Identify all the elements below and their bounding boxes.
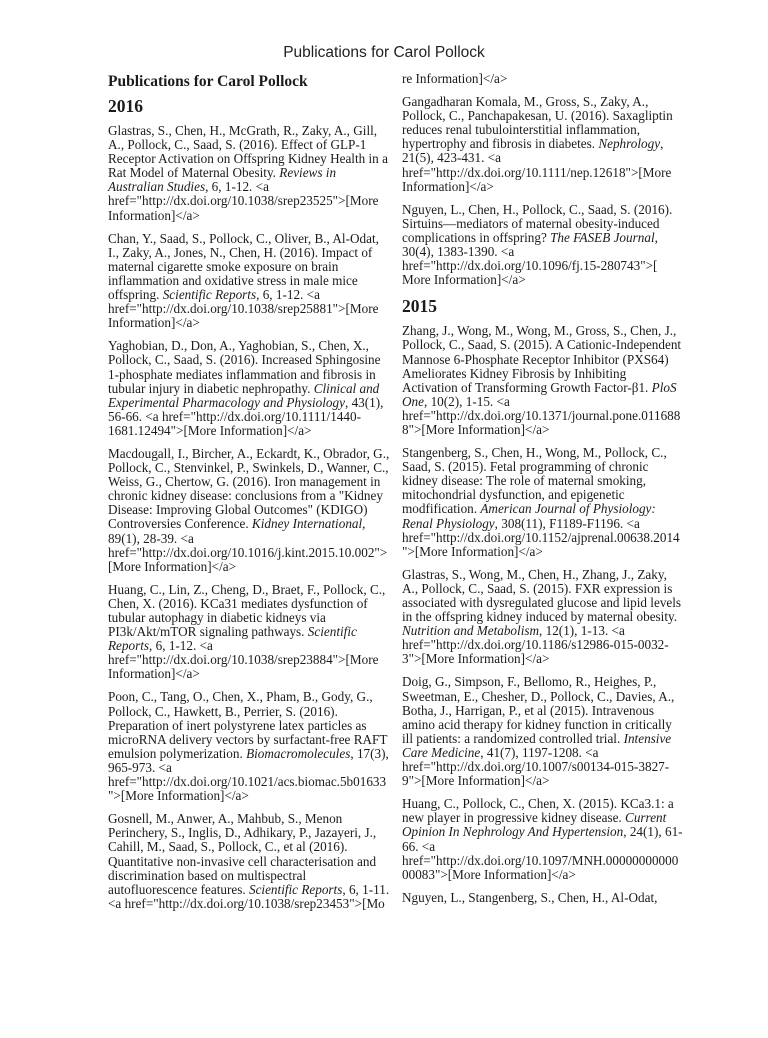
citation [402, 446, 684, 559]
citation [402, 203, 684, 288]
column-left [108, 72, 390, 920]
citation-text: , 6, 1-12. <a href="http://dx.doi.org/10.1038/srep23525">[More Information]</a> [108, 179, 379, 223]
journal-name: American Journal of Physiology: Renal Physiology [402, 501, 656, 531]
year-heading: 2016 [108, 96, 143, 116]
citation-text: Gosnell, M., Anwer, A., Mahbub, S., Menon Perinchery, S., Inglis, D., Adhikary, P., Jazayeri, J., Cahill, M., Saad, S., Pollock, C., et al (2016). Quantitative non-invasive cell characterisation and discrimination based on multispectral autofluorescence features. [108, 811, 377, 897]
citation-text: Poon, C., Tang, O., Chen, X., Pham, B., Gody, G., Pollock, C., Hawkett, B., Perrier, S. (2016). Preparation of inert polystyrene latex particles as microRNA delivery vectors by surfactant-free RAFT emulsion polymerization. [108, 689, 388, 761]
document-page [0, 44, 768, 920]
citation-text: Glastras, S., Wong, M., Chen, H., Zhang, J., Zaky, A., Pollock, C., Saad, S. (2015). FXR expression is associated with dysregulated glucose and lipid levels in the offspring kidney induced by maternal obesity. [402, 566, 682, 625]
citation-text: Huang, C., Lin, Z., Cheng, D., Braet, F., Pollock, C., Chen, X. (2016). KCa31 mediates dysfunction of tubular autophagy in diabetic kidneys via PI3k/Akt/mTOR signaling pathways. [108, 581, 386, 640]
year-heading: 2015 [402, 296, 437, 317]
citation-text: , 6, 1-12. <a href="http://dx.doi.org/10.1038/srep25881">[More Information]</a> [108, 287, 379, 331]
citation-text: Stangenberg, S., Chen, H., Wong, M., Pollock, C., Saad, S. (2015). Fetal programming of chronic kidney disease: The role of maternal smoking, mitochondrial dysfunction, and epigenetic modfification. [402, 445, 667, 517]
citation-text: , 30(4), 1383-1390. <a href="http://dx.doi.org/10.1096/fj.15-280743">[ More Information]</a> [402, 229, 658, 288]
column-right [402, 72, 684, 920]
citation [402, 568, 684, 667]
citation-text: Zhang, J., Wong, M., Wong, M., Gross, S., Chen, J., Pollock, C., Saad, S. (2015). A Cationic-Independent Mannose 6-Phosphate Receptor Inhibitor (PXS64) Ameliorates Kidney Fibrosis by Inhibiting Activation of Transforming Growth Factor-β1. [402, 323, 682, 395]
citation [108, 232, 390, 331]
journal-name: Biomacromolecules [246, 745, 351, 761]
journal-name: Clinical and Experimental Pharmacology and Physiology [108, 380, 380, 410]
citation-text: , 12(1), 1-13. <a href="http://dx.doi.org/10.1186/s12986-015-0032-3">[More Information]</a> [402, 623, 669, 667]
citation [402, 324, 684, 437]
citation-text: Nguyen, L., Stangenberg, S., Chen, H., Al-Odat, [402, 889, 658, 905]
journal-name: Nephrology [598, 136, 661, 152]
citation [108, 583, 390, 682]
journal-name: The FASEB Journal [550, 229, 655, 245]
citation [108, 447, 390, 574]
page-header-title: Publications for Carol Pollock [283, 44, 485, 61]
citation-text: , 41(7), 1197-1208. <a href="http://dx.doi.org/10.1007/s00134-015-3827-9">[More Information]</a> [402, 744, 670, 789]
citation [402, 675, 684, 788]
citation-text: , 17(3), 965-973. <a href="http://dx.doi.org/10.1021/acs.biomac.5b01633">[More Information]</a> [108, 745, 389, 804]
journal-name: Intensive Care Medicine [402, 730, 672, 760]
citation-text: , 10(2), 1-15. <a href="http://dx.doi.org/10.1371/journal.pone.0116888">[More Information]</a> [402, 393, 681, 437]
citation-text: Chan, Y., Saad, S., Pollock, C., Oliver, B., Al-Odat, I., Zaky, A., Jones, N., Chen, H. (2016). Impact of maternal cigarette smoke exposure on brain inflammation and oxidative stress in male mice offspring. [108, 230, 379, 303]
citation-text: , 308(11), F1189-F1196. <a href="http://dx.doi.org/10.1152/ajprenal.00638.2014">[More Information]</a> [402, 515, 680, 559]
citation [108, 690, 390, 803]
citation-text: Macdougall, I., Bircher, A., Eckardt, K., Obrador, G., Pollock, C., Stenvinkel, P., Swinkels, D., Wanner, C., Weiss, G., Chertow, G. (2016). Iron management in chronic kidney disease: conclusions from a "Kidney Disease: Improving Global Outcomes" (KDIGO) Controversies Conference. [108, 445, 390, 532]
journal-name: Scientific Reports [162, 287, 257, 303]
citation-text: , 6, 1-11. <a href="http://dx.doi.org/10.1038/srep23453">[Mo [108, 881, 390, 911]
citation [108, 124, 390, 223]
citation-text: Gangadharan Komala, M., Gross, S., Zaky, A., Pollock, C., Panchapakesan, U. (2016). Saxagliptin reduces renal tubulointerstitial inflammation, hypertrophy and fibrosis in diabetes. [402, 94, 673, 152]
citation-text: , 24(1), 61-66. <a href="http://dx.doi.org/10.1097/MNH.0000000000000083">[More Information]</a> [402, 824, 683, 882]
journal-name: PloS One [402, 379, 677, 409]
citation-text: Glastras, S., Chen, H., McGrath, R., Zaky, A., Gill, A., Pollock, C., Saad, S. (2016). Effect of GLP-1 Receptor Activation on Offspring Kidney Health in a Rat Model of Maternal Obesity. [108, 123, 388, 181]
citation [108, 812, 390, 911]
citation [402, 95, 684, 194]
journal-name: Reviews in Australian Studies [108, 165, 337, 195]
citation-text: , 21(5), 423-431. <a href="http://dx.doi.org/10.1111/nep.12618">[More Information]</a> [402, 136, 672, 194]
citation [108, 339, 390, 438]
citation-text: , 43(1), 56-66. <a href="http://dx.doi.org/10.1111/1440-1681.12494">[More Information]</a> [108, 394, 384, 438]
citation [402, 797, 684, 882]
citation-text: , 6, 1-12. <a href="http://dx.doi.org/10.1038/srep23884">[More Information]</a> [108, 638, 379, 682]
citation-text: Nguyen, L., Chen, H., Pollock, C., Saad, S. (2016). Sirtuins—mediators of maternal obesity-induced complications in offspring? [402, 201, 673, 245]
citation-text: Yaghobian, D., Don, A., Yaghobian, S., Chen, X., Pollock, C., Saad, S. (2016). Increased Sphingosine 1-phosphate mediates inflammation and fibrosis in tubular injury in diabetic nephropathy. [108, 338, 381, 396]
citation [402, 891, 684, 905]
citation-text: re Information]</a> [402, 71, 508, 86]
citation-text: Doig, G., Simpson, F., Bellomo, R., Heighes, P., Sweetman, E., Chesher, D., Pollock, C., Davies, A., Botha, J., Harrigan, P., et al (2015). Intravenous amino acid therapy for kidney function in critically ill patients: a randomized controlled trial. [402, 674, 675, 746]
content-columns [0, 72, 768, 920]
journal-name: Current Opinion In Nephrology And Hypertension [402, 810, 667, 840]
journal-name: Scientific Reports [108, 624, 357, 654]
journal-name: Kidney International [251, 516, 363, 532]
citation [402, 72, 684, 86]
citation-text: Huang, C., Pollock, C., Chen, X. (2015). KCa3.1: a new player in progressive kidney disease. [402, 796, 674, 826]
document-heading: Publications for Carol Pollock [108, 73, 308, 90]
journal-name: Scientific Reports [248, 881, 343, 897]
journal-name: Nutrition and Metabolism [402, 623, 540, 639]
citation-text: , 89(1), 28-39. <a href="http://dx.doi.org/10.1016/j.kint.2015.10.002">[More Information]</a> [108, 516, 388, 574]
